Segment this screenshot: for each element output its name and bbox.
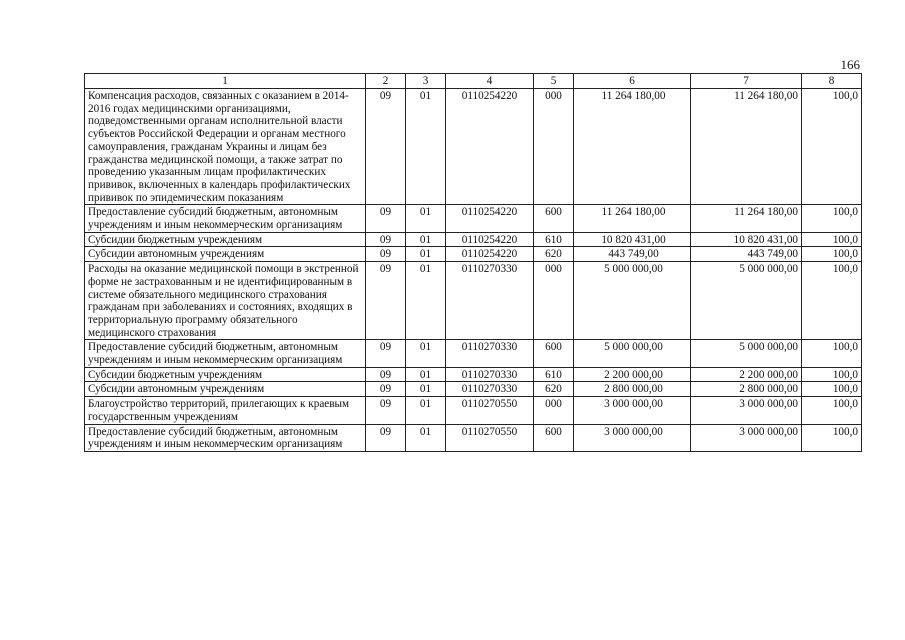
subsection-code: 01 bbox=[406, 397, 446, 424]
target-item-code: 0110254220 bbox=[446, 247, 534, 262]
column-header: 1 bbox=[85, 74, 366, 89]
target-item-code: 0110254220 bbox=[446, 232, 534, 247]
section-code: 09 bbox=[366, 367, 406, 382]
subsection-code: 01 bbox=[406, 247, 446, 262]
subsection-code: 01 bbox=[406, 382, 446, 397]
expense-type-code: 000 bbox=[534, 262, 574, 340]
execution-percent: 100,0 bbox=[802, 424, 862, 451]
target-item-code: 0110270550 bbox=[446, 424, 534, 451]
planned-amount: 11 264 180,00 bbox=[574, 89, 691, 205]
expense-type-code: 620 bbox=[534, 382, 574, 397]
expense-type-code: 000 bbox=[534, 89, 574, 205]
table-row bbox=[85, 232, 862, 247]
row-name: Благоустройство территорий, прилегающих к краевым государственным учреждениям bbox=[85, 397, 366, 424]
expense-type-code: 610 bbox=[534, 232, 574, 247]
column-header: 4 bbox=[446, 74, 534, 89]
planned-amount: 11 264 180,00 bbox=[574, 205, 691, 232]
executed-amount: 5 000 000,00 bbox=[691, 262, 802, 340]
executed-amount: 11 264 180,00 bbox=[691, 89, 802, 205]
table-row bbox=[85, 205, 862, 232]
table-row bbox=[85, 262, 862, 340]
target-item-code: 0110254220 bbox=[446, 89, 534, 205]
target-item-code: 0110270550 bbox=[446, 397, 534, 424]
page-number: 166 bbox=[840, 57, 860, 72]
planned-amount: 3 000 000,00 bbox=[574, 397, 691, 424]
planned-amount: 2 200 000,00 bbox=[574, 367, 691, 382]
execution-percent: 100,0 bbox=[802, 262, 862, 340]
execution-percent: 100,0 bbox=[802, 367, 862, 382]
column-header: 5 bbox=[534, 74, 574, 89]
expense-type-code: 610 bbox=[534, 367, 574, 382]
row-name: Предоставление субсидий бюджетным, автономным учреждениям и иным некоммерческим организациям bbox=[85, 205, 366, 232]
executed-amount: 5 000 000,00 bbox=[691, 340, 802, 367]
row-name: Компенсация расходов, связанных с оказанием в 2014-2016 годах медицинскими организациями, подведомственными органам исполнительной власти субъектов Российской Федерации и органам местного самоуправления, гражданам Украины и лицам без гражданства медицинской помощи, а также затрат по проведению указанным лицам профилактических прививок, включенных в календарь профилактических прививок по эпидемическим показаниям bbox=[85, 89, 366, 205]
row-name: Субсидии бюджетным учреждениям bbox=[85, 232, 366, 247]
section-code: 09 bbox=[366, 262, 406, 340]
execution-percent: 100,0 bbox=[802, 205, 862, 232]
executed-amount: 11 264 180,00 bbox=[691, 205, 802, 232]
expense-type-code: 600 bbox=[534, 340, 574, 367]
execution-percent: 100,0 bbox=[802, 247, 862, 262]
subsection-code: 01 bbox=[406, 205, 446, 232]
section-code: 09 bbox=[366, 424, 406, 451]
subsection-code: 01 bbox=[406, 340, 446, 367]
executed-amount: 3 000 000,00 bbox=[691, 397, 802, 424]
column-header: 2 bbox=[366, 74, 406, 89]
header-row bbox=[85, 74, 862, 89]
row-name: Предоставление субсидий бюджетным, автономным учреждениям и иным некоммерческим организациям bbox=[85, 424, 366, 451]
row-name: Субсидии автономным учреждениям bbox=[85, 247, 366, 262]
subsection-code: 01 bbox=[406, 262, 446, 340]
table-row bbox=[85, 397, 862, 424]
expense-type-code: 000 bbox=[534, 397, 574, 424]
executed-amount: 2 200 000,00 bbox=[691, 367, 802, 382]
planned-amount: 5 000 000,00 bbox=[574, 340, 691, 367]
executed-amount: 10 820 431,00 bbox=[691, 232, 802, 247]
expense-type-code: 620 bbox=[534, 247, 574, 262]
planned-amount: 2 800 000,00 bbox=[574, 382, 691, 397]
row-name: Субсидии автономным учреждениям bbox=[85, 382, 366, 397]
subsection-code: 01 bbox=[406, 232, 446, 247]
target-item-code: 0110270330 bbox=[446, 262, 534, 340]
column-header: 7 bbox=[691, 74, 802, 89]
section-code: 09 bbox=[366, 397, 406, 424]
subsection-code: 01 bbox=[406, 367, 446, 382]
execution-percent: 100,0 bbox=[802, 397, 862, 424]
column-header: 8 bbox=[802, 74, 862, 89]
section-code: 09 bbox=[366, 340, 406, 367]
row-name: Субсидии бюджетным учреждениям bbox=[85, 367, 366, 382]
target-item-code: 0110270330 bbox=[446, 382, 534, 397]
executed-amount: 443 749,00 bbox=[691, 247, 802, 262]
table-row bbox=[85, 367, 862, 382]
execution-percent: 100,0 bbox=[802, 382, 862, 397]
expense-type-code: 600 bbox=[534, 424, 574, 451]
section-code: 09 bbox=[366, 247, 406, 262]
executed-amount: 3 000 000,00 bbox=[691, 424, 802, 451]
table-row bbox=[85, 89, 862, 205]
target-item-code: 0110254220 bbox=[446, 205, 534, 232]
planned-amount: 443 749,00 bbox=[574, 247, 691, 262]
section-code: 09 bbox=[366, 89, 406, 205]
table-header bbox=[85, 74, 862, 89]
row-name: Предоставление субсидий бюджетным, автономным учреждениям и иным некоммерческим организациям bbox=[85, 340, 366, 367]
table-row bbox=[85, 424, 862, 451]
execution-percent: 100,0 bbox=[802, 232, 862, 247]
table-row bbox=[85, 382, 862, 397]
subsection-code: 01 bbox=[406, 424, 446, 451]
expense-type-code: 600 bbox=[534, 205, 574, 232]
target-item-code: 0110270330 bbox=[446, 340, 534, 367]
column-header: 6 bbox=[574, 74, 691, 89]
subsection-code: 01 bbox=[406, 89, 446, 205]
section-code: 09 bbox=[366, 382, 406, 397]
column-header: 3 bbox=[406, 74, 446, 89]
section-code: 09 bbox=[366, 205, 406, 232]
planned-amount: 3 000 000,00 bbox=[574, 424, 691, 451]
row-name: Расходы на оказание медицинской помощи в экстренной форме не застрахованным и не идентифицированным в системе обязательного медицинского страхования гражданам при заболеваниях и состояниях, входящих в территориальную программу обязательного медицинского страхования bbox=[85, 262, 366, 340]
section-code: 09 bbox=[366, 232, 406, 247]
executed-amount: 2 800 000,00 bbox=[691, 382, 802, 397]
execution-percent: 100,0 bbox=[802, 340, 862, 367]
table-body bbox=[85, 89, 862, 452]
table-row bbox=[85, 247, 862, 262]
planned-amount: 5 000 000,00 bbox=[574, 262, 691, 340]
execution-percent: 100,0 bbox=[802, 89, 862, 205]
table-row bbox=[85, 340, 862, 367]
planned-amount: 10 820 431,00 bbox=[574, 232, 691, 247]
budget-table bbox=[84, 73, 862, 452]
target-item-code: 0110270330 bbox=[446, 367, 534, 382]
